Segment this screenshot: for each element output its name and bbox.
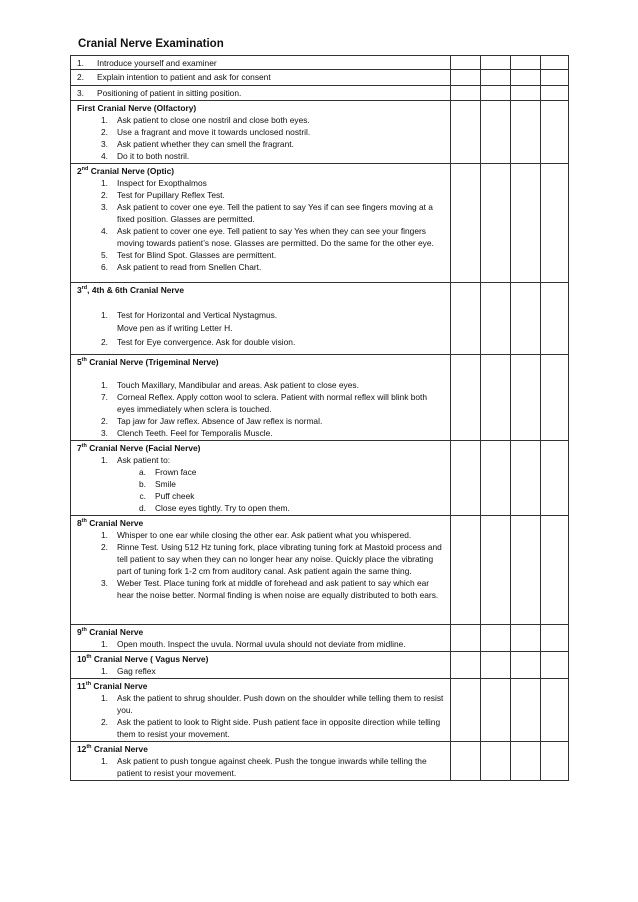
item-number (77, 322, 117, 336)
list-item (77, 249, 450, 261)
item-text: Corneal Reflex. Apply cotton wool to sclera. Patient with normal reflex will blink both eyes immediately when sclera is touched. (117, 392, 428, 414)
checkbox-cell-4[interactable] (541, 70, 569, 86)
item-number: 3. (101, 202, 108, 212)
item-number: 1. (101, 455, 108, 465)
item-number: 3. (101, 578, 108, 588)
step-cell (71, 70, 451, 86)
checklist-table (70, 55, 569, 781)
checkbox-cell-3[interactable] (511, 679, 541, 742)
section-cell (71, 283, 451, 355)
checkbox-cell-3[interactable] (511, 56, 541, 70)
checkbox-cell-1[interactable] (451, 56, 481, 70)
list-item (77, 225, 450, 249)
item-text: Tap jaw for Jaw reflex. Absence of Jaw reflex is normal. (117, 416, 323, 426)
list-item (77, 692, 450, 716)
checkbox-cell-4[interactable] (541, 283, 569, 355)
item-text: Inspect for Exopthalmos (117, 178, 207, 188)
sub-item-letter: a. (139, 467, 146, 477)
item-number: 4. (101, 151, 108, 161)
sub-item (77, 502, 450, 514)
heading-number: 10 (77, 654, 87, 664)
checkbox-cell-2[interactable] (481, 652, 511, 679)
checkbox-cell-3[interactable] (511, 164, 541, 283)
checkbox-cell-4[interactable] (541, 742, 569, 781)
checkbox-cell-3[interactable] (511, 283, 541, 355)
item-number: 5. (101, 250, 108, 260)
item-number: 2. (101, 190, 108, 200)
item-number: 4. (101, 226, 108, 236)
checkbox-cell-2[interactable] (481, 56, 511, 70)
section-row (71, 625, 569, 652)
item-number: 1. (101, 693, 108, 703)
sub-item-text: Puff cheek (155, 491, 195, 501)
spacer (77, 298, 450, 309)
section-heading (77, 165, 450, 177)
section-heading (77, 517, 450, 529)
checkbox-cell-4[interactable] (541, 652, 569, 679)
section-cell (71, 742, 451, 781)
item-number: 1. (101, 666, 108, 676)
section-row (71, 355, 569, 441)
heading-text: Cranial Nerve (Optic) (88, 166, 175, 176)
sub-item-text: Smile (155, 479, 176, 489)
checkbox-cell-4[interactable] (541, 516, 569, 625)
heading-ordinal: th (81, 518, 87, 525)
heading-ordinal: rd (81, 285, 88, 292)
item-text: Use a fragrant and move it towards unclosed nostril. (117, 127, 311, 137)
checkbox-cell-3[interactable] (511, 652, 541, 679)
section-row (71, 101, 569, 164)
checkbox-cell-2[interactable] (481, 86, 511, 101)
section-cell (71, 164, 451, 283)
list-item (77, 150, 450, 162)
sub-item-text: Frown face (155, 467, 197, 477)
section-cell (71, 516, 451, 625)
step-cell (71, 86, 451, 101)
checkbox-cell-3[interactable] (511, 625, 541, 652)
heading-text: Cranial Nerve (86, 627, 144, 637)
checkbox-cell-4[interactable] (541, 164, 569, 283)
checkbox-cell-1[interactable] (451, 101, 481, 164)
item-text: Ask patient to push tongue against cheek. Push the tongue inwards while telling the patient to resist your movement. (117, 756, 427, 778)
checkbox-cell-1[interactable] (451, 625, 481, 652)
checkbox-cell-3[interactable] (511, 355, 541, 441)
item-number: 3. (101, 139, 108, 149)
spacer (77, 368, 450, 379)
list-item (77, 427, 450, 439)
checkbox-cell-2[interactable] (481, 283, 511, 355)
section-cell (71, 652, 451, 679)
item-text: Touch Maxillary, Mandibular and areas. Ask patient to close eyes. (117, 380, 359, 390)
checkbox-cell-4[interactable] (541, 86, 569, 101)
checkbox-cell-3[interactable] (511, 441, 541, 516)
heading-ordinal: nd (81, 166, 89, 173)
list-item (77, 391, 450, 415)
list-item (77, 755, 450, 779)
checkbox-cell-1[interactable] (451, 164, 481, 283)
heading-ordinal: th (85, 681, 92, 688)
sub-item-text: Close eyes tightly. Try to open them. (155, 503, 290, 513)
checkbox-cell-3[interactable] (511, 742, 541, 781)
checkbox-cell-1[interactable] (451, 679, 481, 742)
table-row (71, 56, 569, 70)
item-text: Clench Teeth. Feel for Temporalis Muscle. (117, 428, 273, 438)
item-number: 1. (101, 639, 108, 649)
item-text: Test for Horizontal and Vertical Nystagmus. (117, 309, 278, 320)
checkbox-cell-2[interactable] (481, 70, 511, 86)
table-row (71, 86, 569, 101)
checkbox-cell-1[interactable] (451, 86, 481, 101)
section-row (71, 652, 569, 679)
checkbox-cell-3[interactable] (511, 516, 541, 625)
section-heading (77, 743, 450, 755)
item-number: 1. (101, 178, 108, 188)
heading-text: , 4th & 6th Cranial Nerve (87, 285, 184, 295)
checkbox-cell-2[interactable] (481, 625, 511, 652)
step-cell (71, 56, 451, 70)
checkbox-cell-2[interactable] (481, 516, 511, 625)
list-item (77, 261, 450, 273)
heading-text: Cranial Nerve (Olfactory) (95, 103, 197, 113)
list-item (77, 716, 450, 740)
list-item (77, 309, 450, 323)
checkbox-cell-2[interactable] (481, 679, 511, 742)
list-item (77, 322, 450, 336)
heading-number: 5 (77, 357, 82, 367)
item-number: 6. (101, 262, 108, 272)
checkbox-cell-2[interactable] (481, 441, 511, 516)
step-text: Positioning of patient in sitting position. (97, 88, 242, 98)
item-text: Ask patient to cover one eye. Tell patient to say Yes when they can see your fingers moving towards patient’s nose. Glasses are permitted. Do the same for the other eye. (117, 226, 434, 248)
list-item (77, 336, 450, 350)
section-cell (71, 679, 451, 742)
checkbox-cell-2[interactable] (481, 742, 511, 781)
section-cell (71, 355, 451, 441)
heading-number: 12 (77, 744, 87, 754)
list-item (77, 114, 450, 126)
list-item (77, 541, 450, 577)
checkbox-cell-4[interactable] (541, 101, 569, 164)
list-item (77, 529, 450, 541)
heading-ordinal: th (81, 627, 87, 634)
checkbox-cell-2[interactable] (481, 101, 511, 164)
item-number: 2. (101, 336, 108, 347)
list-item (77, 177, 450, 189)
heading-number: 2 (77, 166, 82, 176)
checkbox-cell-4[interactable] (541, 56, 569, 70)
item-number: 2. (101, 127, 108, 137)
checkbox-cell-1[interactable] (451, 70, 481, 86)
item-number: 1. (101, 115, 108, 125)
heading-number: 7 (77, 443, 82, 453)
checkbox-cell-4[interactable] (541, 441, 569, 516)
item-number: 2. (101, 717, 108, 727)
section-heading (77, 442, 450, 454)
table-row (71, 70, 569, 86)
item-text: Ask the patient to look to Right side. Push patient face in opposite direction while telling them to resist your movement. (117, 717, 441, 739)
item-number: 3. (101, 428, 108, 438)
heading-ordinal: th (81, 357, 87, 364)
item-text: Whisper to one ear while closing the other ear. Ask patient what you whispered. (117, 530, 412, 540)
heading-text: Cranial Nerve (86, 518, 144, 528)
list-item (77, 577, 450, 601)
item-number: 1. (101, 380, 108, 390)
sub-item (77, 466, 450, 478)
section-heading (77, 680, 450, 692)
list-item (77, 201, 450, 225)
checkbox-cell-1[interactable] (451, 516, 481, 625)
page-title: Cranial Nerve Examination (78, 38, 224, 50)
item-number: 2. (101, 416, 108, 426)
section-row (71, 164, 569, 283)
item-text: Ask patient whether they can smell the fragrant. (117, 139, 294, 149)
list-item (77, 189, 450, 201)
heading-ordinal: th (86, 654, 92, 661)
heading-number: 3 (77, 285, 82, 295)
item-text: Ask patient to read from Snellen Chart. (117, 262, 262, 272)
item-text: Weber Test. Place tuning fork at middle of forehead and ask patient to say which ear hear the noise better. Normal finding is when noise are equally distributed to both ears. (117, 578, 439, 600)
list-item (77, 415, 450, 427)
heading-text: Cranial Nerve (91, 744, 148, 754)
sub-item (77, 478, 450, 490)
heading-ordinal: th (81, 443, 87, 450)
item-text: Do it to both nostril. (117, 151, 190, 161)
heading-ordinal: th (86, 744, 92, 751)
item-number: 2. (101, 542, 108, 552)
step-text: Explain intention to patient and ask for consent (97, 72, 271, 82)
checkbox-cell-4[interactable] (541, 625, 569, 652)
heading-number: 9 (77, 627, 82, 637)
item-text: Ask patient to: (117, 455, 171, 465)
checkbox-cell-3[interactable] (511, 101, 541, 164)
checkbox-cell-2[interactable] (481, 164, 511, 283)
section-heading (77, 626, 450, 638)
list-item (77, 665, 450, 677)
checkbox-cell-1[interactable] (451, 652, 481, 679)
step-number: 3. (77, 88, 84, 98)
item-number: 7. (101, 392, 108, 402)
item-text: Gag reflex (117, 666, 156, 676)
checkbox-cell-1[interactable] (451, 283, 481, 355)
sub-item-letter: b. (139, 479, 146, 489)
checkbox-cell-1[interactable] (451, 355, 481, 441)
heading-number: 11 (77, 681, 86, 691)
item-text: Open mouth. Inspect the uvula. Normal uvula should not deviate from midline. (117, 639, 406, 649)
step-text: Introduce yourself and examiner (97, 58, 217, 68)
section-cell (71, 441, 451, 516)
item-text: Rinne Test. Using 512 Hz tuning fork, place vibrating tuning fork at Mastoid process and tell patient to say when they can no longer hear any noise. Quickly place the vibrating part of tuning fork 1-2 cm from auditory canal. Ask patient again the same thing. (117, 542, 442, 576)
item-text: Test for Eye convergence. Ask for double vision. (117, 336, 296, 347)
checkbox-cell-3[interactable] (511, 86, 541, 101)
item-text: Test for Pupillary Reflex Test. (117, 190, 225, 200)
item-text: Ask patient to close one nostril and close both eyes. (117, 115, 310, 125)
checkbox-cell-2[interactable] (481, 355, 511, 441)
section-row (71, 742, 569, 781)
item-number: 1. (101, 309, 108, 320)
heading-text: Cranial Nerve (Trigeminal Nerve) (86, 357, 219, 367)
list-item (77, 379, 450, 391)
heading-text: Cranial Nerve (Facial Nerve) (86, 443, 201, 453)
section-row (71, 283, 569, 355)
sub-item-letter: d. (139, 503, 146, 513)
section-heading (77, 102, 450, 114)
section-heading (77, 284, 450, 298)
section-heading (77, 356, 450, 368)
step-number: 1. (77, 58, 84, 68)
section-heading (77, 653, 450, 665)
heading-number: 8 (77, 518, 82, 528)
checkbox-cell-1[interactable] (451, 742, 481, 781)
step-number: 2. (77, 72, 84, 82)
list-item (77, 454, 450, 466)
section-row (71, 441, 569, 516)
item-number: 1. (101, 530, 108, 540)
section-row (71, 516, 569, 625)
checkbox-cell-1[interactable] (451, 441, 481, 516)
heading-text: Cranial Nerve (91, 681, 148, 691)
heading-text: Cranial Nerve ( Vagus Nerve) (91, 654, 209, 664)
sub-item (77, 490, 450, 502)
list-item (77, 138, 450, 150)
item-text: Test for Blind Spot. Glasses are permittent. (117, 250, 277, 260)
list-item (77, 638, 450, 650)
sub-item-letter: c. (139, 491, 146, 501)
section-cell (71, 101, 451, 164)
checkbox-cell-4[interactable] (541, 679, 569, 742)
checkbox-cell-4[interactable] (541, 355, 569, 441)
list-item (77, 126, 450, 138)
item-number: 1. (101, 756, 108, 766)
item-text: Move pen as if writing Letter H. (117, 323, 233, 333)
heading-number: First (77, 103, 96, 113)
section-cell (71, 625, 451, 652)
item-text: Ask patient to cover one eye. Tell the patient to say Yes if can see fingers moving at a fixed position. Glasses are permitted. (117, 202, 433, 224)
section-row (71, 679, 569, 742)
checkbox-cell-3[interactable] (511, 70, 541, 86)
item-text: Ask the patient to shrug shoulder. Push down on the shoulder while telling them to resist you. (117, 693, 444, 715)
